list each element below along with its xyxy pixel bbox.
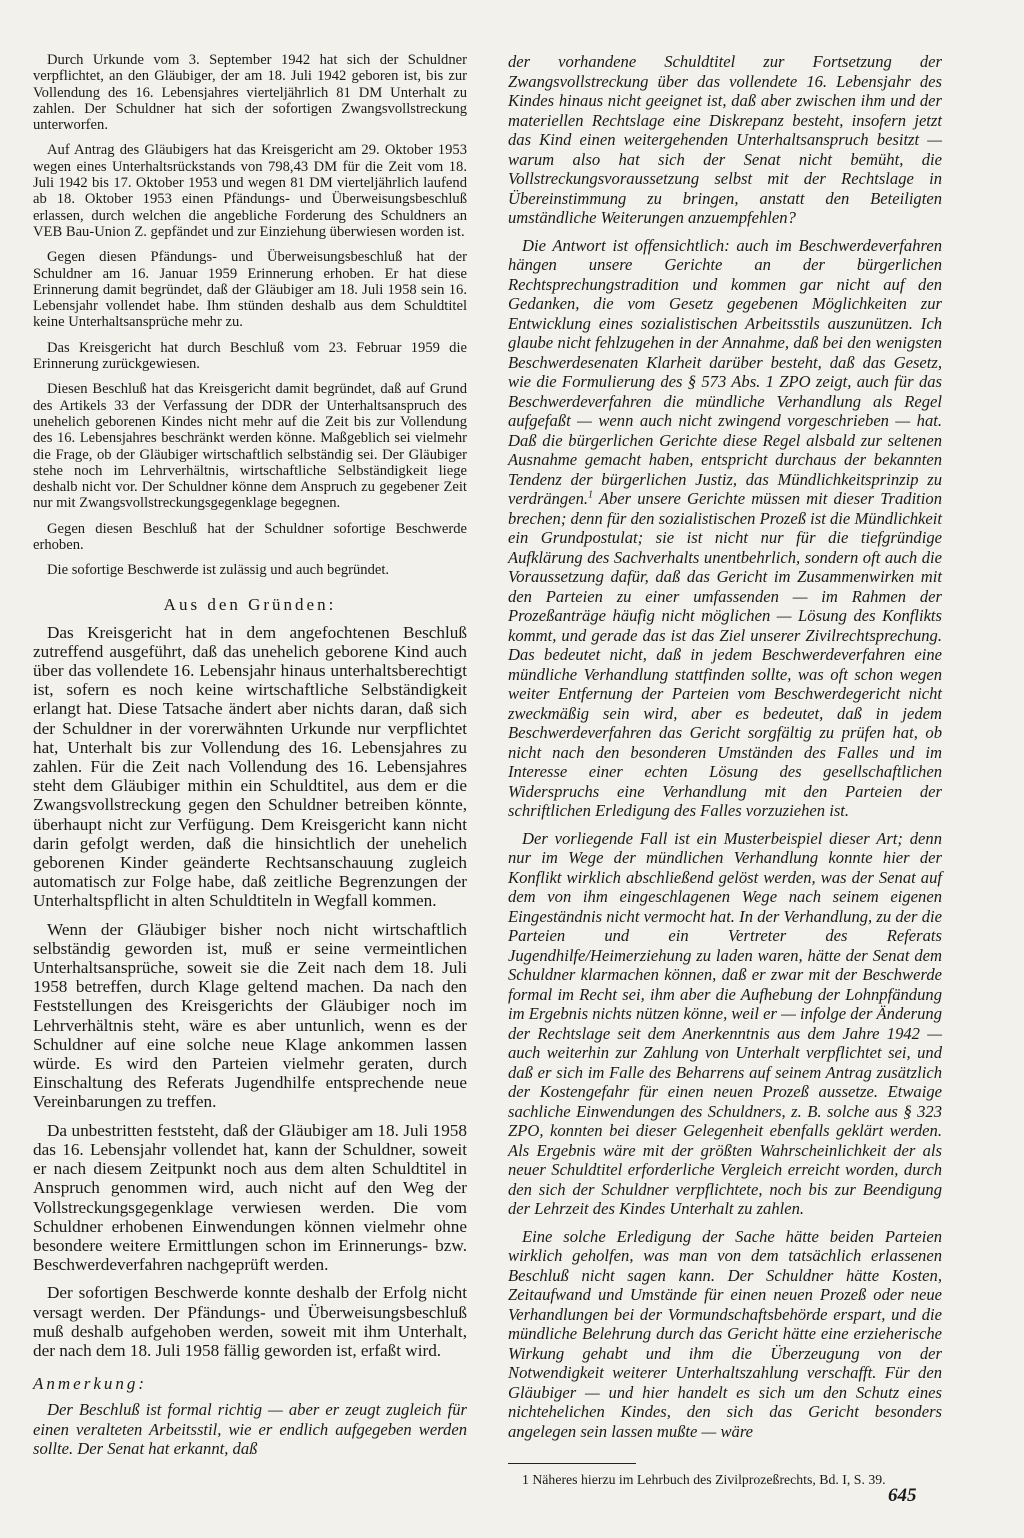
anmerkung-paragraph-continued: der vorhandene Schuldtitel zur Fortsetzung der Zwangsvollstreckung über das vollendete 16. Lebensjahr des Kindes hinaus nicht geeignet ist, daß aber zwischen ihm und der materiellen Rechtslage eine Diskrepanz besteht, insofern jetzt das Kind einen weitergehenden Unterhaltsanspruch besitzt — warum also hat sich der Senat nicht bemüht, die Vollstreckungsvoraussetzung selbst mit der Rechtslage in Übereinstimmung zu bringen, anstatt den Beteiligten umständliche Weiterungen anzuempfehlen?: [508, 52, 942, 227]
case-paragraph-7: Die sofortige Beschwerde ist zulässig und auch begründet.: [47, 562, 390, 579]
section-heading-gruende: Aus den Gründen:: [163, 594, 337, 614]
footnote-rule: [508, 1463, 636, 1464]
grounds-paragraph-3: Da unbestritten feststeht, daß der Gläubiger am 18. Juli 1958 das 16. Lebensjahr vollendet hat, kann der Schuldner, soweit er nach diesem Zeitpunkt noch aus dem alten Schuldtitel in Anspruch genommen wird, auch nicht auf den Weg der Vollstreckungsgegenklage verwiesen werden. Die vom Schuldner erhobenen Einwendungen können vielmehr ohne besondere weitere Ermittlungen schon im Erinnerungs- bzw. Beschwerdeverfahren nachgeprüft werden.: [33, 1120, 467, 1275]
case-paragraph-4: Das Kreisgericht hat durch Beschluß vom 23. Februar 1959 die Erinnerung zurückgewiesen.: [33, 339, 467, 373]
anmerkung-paragraph-2-part-a: Die Antwort ist offensichtlich: auch im Beschwerdeverfahren hängen unsere Gerichte an der bürgerlichen Rechtsprechungstradition und kommen gar nicht auf den Gedanken, die vom Gesetz gegebenen Möglichkeiten zur Entwicklung eines sozialistischen Arbeitsstils auszunützen. Ich glaube nicht fehlzugehen in der Annahme, daß bei den wenigsten Beschwerdesenaten Klarheit darüber besteht, daß das Gesetz, wie die Formulierung des § 573 Abs. 1 ZPO zeigt, auch für das Beschwerdeverfahren die mündliche Verhandlung als Regel aufgefaßt — wenn auch nicht zwingend vorgeschrieben — hat. Daß die bürgerlichen Gerichte diese Regel alsbald zur seltenen Ausnahme gemacht haben, entspricht durchaus der bekannten Tendenz der bürgerlichen Justiz, das Mündlichkeitsprinzip zu verdrängen.: [508, 235, 942, 508]
footnote-text: 1 Näheres hierzu im Lehrbuch des Zivilprozeßrechts, Bd. I, S. 39.: [522, 1472, 886, 1487]
grounds-paragraph-1: Das Kreisgericht hat in dem angefochtenen Beschluß zutreffend ausgeführt, daß das unehelich geborene Kind auch über das vollendete 16. Lebensjahr hinaus unterhaltsberechtigt ist, sofern es noch keine wirtschaftliche Selbständigkeit erlangt hat. Diese Tatsache ändert aber nichts daran, daß sich der Schuldner in der vorerwähnten Urkunde nur verpflichtet hat, Unterhalt bis zur Vollendung des 16. Lebensjahres zu zahlen. Für die Zeit nach Vollendung des 16. Lebensjahres steht dem Gläubiger mithin ein Schuldtitel, aus dem er die Zwangsvollstreckung gegen den Schuldner betreiben könnte, überhaupt nicht zur Verfügung. Dem Kreisgericht kann nicht darin gefolgt werden, daß die hinsichtlich der unehelich geborenen Kinder geänderte Rechtsanschauung zugleich automatisch zur Folge habe, daß zeitliche Begrenzungen der Unterhaltspflicht in alten Schuldtiteln in Wegfall kommen.: [33, 622, 467, 911]
case-paragraph-2: Auf Antrag des Gläubigers hat das Kreisgericht am 29. Oktober 1953 wegen eines Unterhaltsrückstands von 798,43 DM für die Zeit vom 18. Juli 1942 bis 17. Oktober 1953 und wegen 81 DM vierteljährlich laufend ab 18. Oktober 1953 einen Pfändungs- und Überweisungsbeschluß erlassen, durch welchen die angebliche Forderung des Schuldners an VEB Bau-Union Z. gepfändet und zur Einziehung überwiesen worden ist.: [33, 142, 467, 240]
footnote-reference: 1: [588, 489, 594, 501]
anmerkung-paragraph-1: Der Beschluß ist formal richtig — aber er zeugt zugleich für einen veralteten Arbeitsstil, wie er endlich aufgegeben werden sollte. Der Senat hat erkannt, daß: [33, 1400, 467, 1459]
case-paragraph-6: Gegen diesen Beschluß hat der Schuldner sofortige Beschwerde erhoben.: [33, 520, 467, 554]
page-number: 645: [888, 1485, 917, 1506]
grounds-paragraph-4: Der sofortigen Beschwerde konnte deshalb der Erfolg nicht versagt werden. Der Pfändungs- und Überweisungsbeschluß muß deshalb aufgehoben werden, soweit mit ihm Unterhalt, der nach dem 18. Juli 1958 fällig geworden ist, erfaßt wird.: [33, 1283, 467, 1360]
case-paragraph-1: Durch Urkunde vom 3. September 1942 hat sich der Schuldner verpflichtet, an den Gläubiger, der am 18. Juli 1942 geboren ist, bis zur Vollendung des 16. Lebensjahres vierteljährlich 81 DM Unterhalt zu zahlen. Der Schuldner hat sich der sofortigen Zwangsvollstreckung unterworfen.: [33, 52, 467, 134]
anmerkung-paragraph-3: Der vorliegende Fall ist ein Musterbeispiel dieser Art; denn nur im Wege der mündlichen Verhandlung konnte hier der Konflikt wirklich abschließend gelöst werden, was der Senat auf dem von ihm eingeschlagenen Wege nach seinem eigenen Eingeständnis nicht vermocht hat. In der Verhandlung, zu der die Parteien und ein Vertreter des Referats Jugendhilfe/Heimerziehung zu laden waren, hätte der Senat dem Schuldner klarmachen können, daß er zwar mit der Beschwerde formal im Recht sei, ihm aber die Aufhebung der Lohnpfändung im Ergebnis nichts nützen könne, weil er — infolge der Änderung der Rechtslage seit dem Anerkenntnis aus dem Jahre 1942 — auch weiterhin zur Zahlung von Unterhalt verpflichtet sei, und daß er sich im Falle des Beharrens auf seinem Antrag zusätzlich der Kostengefahr für einen neuen Prozeß aussetze. Etwaige sachliche Einwendungen des Schuldners, z. B. solche aus § 323 ZPO, konnten bei dieser Gelegenheit ebenfalls geklärt werden. Als Ergebnis wäre mit der größten Wahrscheinlichkeit der als neuer Schuldtitel erforderliche Vergleich erreicht worden, durch den sich der Schuldner verpflichtete, noch bis zur Beendigung der Lehrzeit des Kindes Unterhalt zu zahlen.: [508, 828, 942, 1218]
left-column: [33, 52, 467, 1468]
case-paragraph-5: Diesen Beschluß hat das Kreisgericht damit begründet, daß auf Grund des Artikels 33 der Verfassung der DDR der Unterhaltsanspruch des unehelich geborenen Kindes nicht mehr auf die Zeit bis zur Vollendung des 16. Lebensjahres beschränkt werden könne. Maßgeblich sei vielmehr die Frage, ob der Gläubiger wirtschaftlich selbständig sei. Der Gläubiger stehe noch im Lehrverhältnis, wirtschaftliche Selbständigkeit liege deshalb nicht vor. Der Schuldner könne dem Anspruch zu gegebener Zeit nur mit Zwangsvollstreckungsgegenklage begegnen.: [33, 381, 467, 512]
grounds-paragraph-2: Wenn der Gläubiger bisher noch nicht wirtschaftlich selbständig geworden ist, muß er seine vermeintlichen Unterhaltsansprüche, soweit sie die Zeit nach dem 18. Juli 1958 betreffen, durch Klage geltend machen. Da nach den Feststellungen des Kreisgerichts der Gläubiger noch im Lehrverhältnis steht, wäre es aber untunlich, wenn es der Schuldner auf eine solche neue Klage ankommen lassen würde. Es wird den Parteien vielmehr geraten, durch Einschaltung des Referats Jugendhilfe entsprechende neue Vereinbarungen zu treffen.: [33, 919, 467, 1112]
case-paragraph-3: Gegen diesen Pfändungs- und Überweisungsbeschluß hat der Schuldner am 16. Januar 1959 Erinnerung erhoben. Er hat diese Erinnerung damit begründet, daß der Gläubiger am 18. Juli 1958 sein 16. Lebensjahr vollendet habe. Ihm stünden deshalb aus dem Schuldtitel keine Unterhaltsansprüche mehr zu.: [33, 249, 467, 331]
anmerkung-paragraph-2: [508, 236, 942, 821]
anmerkung-heading: Anmerkung:: [33, 1374, 148, 1394]
right-column: [508, 52, 942, 1497]
anmerkung-paragraph-4: Eine solche Erledigung der Sache hätte beiden Parteien wirklich geholfen, was man von dem tatsächlich erlassenen Beschluß nicht sagen kann. Der Schuldner hätte Kosten, Zeitaufwand und Umstände für einen neuen Prozeß oder neue Verhandlungen bei der Vormundschaftsbehörde erspart, und die mündliche Belehrung durch das Gericht hätte eine erzieherische Wirkung gehabt und ihm die Überzeugung von der Notwendigkeit weiterer Unterhaltszahlung verschafft. Für den Gläubiger — und hier handelt es sich um den Schutz eines nichtehelichen Kindes, den sich das Gericht besonders angelegen sein lassen mußte — wäre: [508, 1226, 942, 1441]
anmerkung-paragraph-2-part-b: Aber unsere Gerichte müssen mit dieser Tradition brechen; denn für den sozialistischen Prozeß ist die Mündlichkeit ein Grundpostulat; sie ist nicht nur für die tiefgründige Aufklärung des Sachverhalts unentbehrlich, sondern oft auch die Voraussetzung dafür, daß das Gericht im Zusammenwirken mit den Parteien zu einer umfassenden — im Rahmen der Prozeßanträge häufig nicht möglichen — Lösung des Konflikts kommt, und gerade das ist das Ziel unserer Zivilrechtsprechung. Das bedeutet nicht, daß in jedem Beschwerdeverfahren eine mündliche Verhandlung stattfinden sollte, was oft schon wegen weiter Entfernung der Parteien vom Beschwerdegericht nicht zweckmäßig sein wird, aber es bedeutet, daß in jedem Beschwerdeverfahren das Gericht sorgfältig zu prüfen hat, ob nicht nach den besonderen Umständen des Falles und im Interesse einer echten Lösung des gesellschaftlichen Widerspruchs eine Verhandlung mit den Parteien der schriftlichen Erledigung des Falles vorzuziehen ist.: [508, 489, 942, 820]
